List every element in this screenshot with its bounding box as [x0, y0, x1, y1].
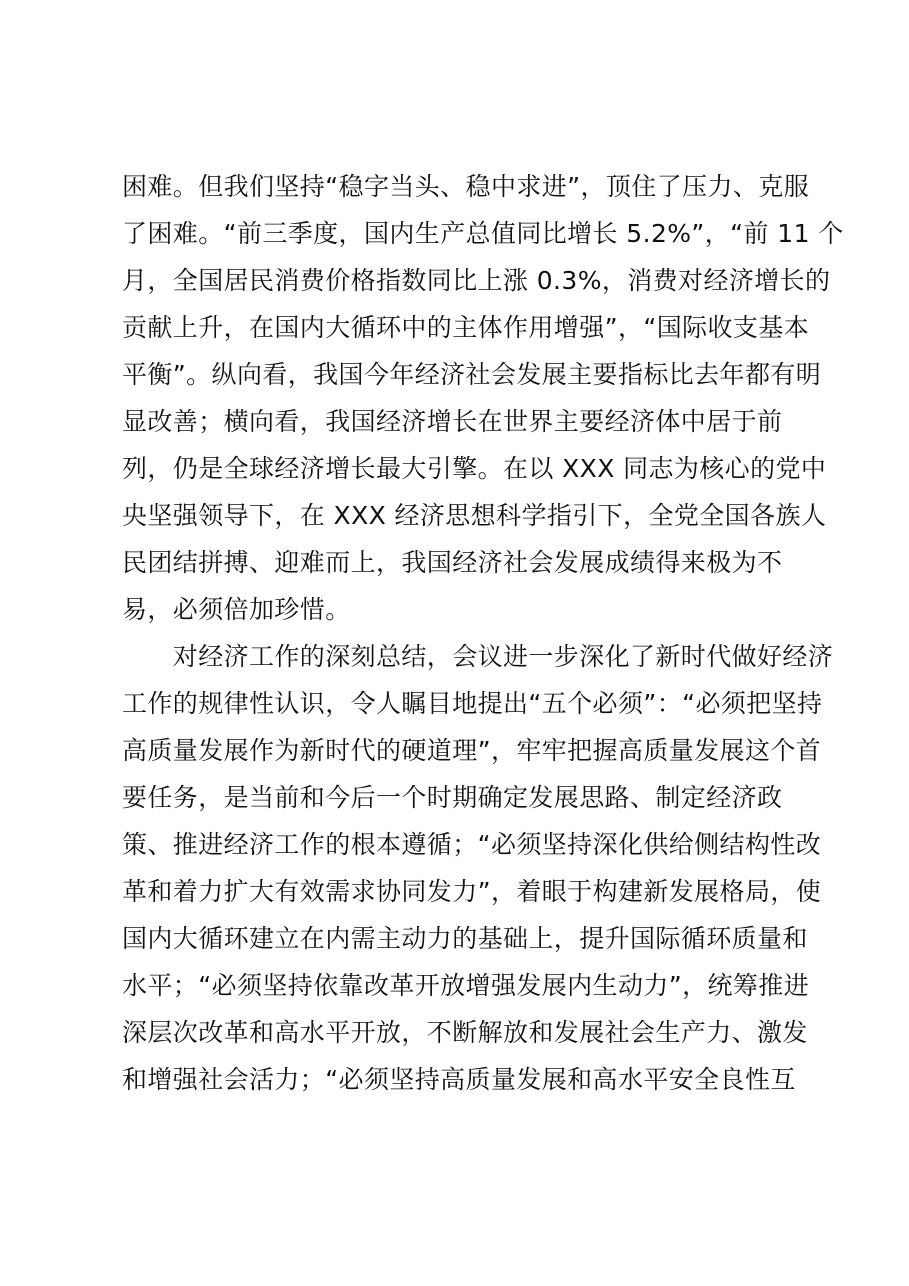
- text-line: 对经济工作的深刻总结，会议进一步深化了新时代做好经济: [122, 642, 834, 671]
- text-line: 易，必须倍加珍惜。: [122, 595, 351, 624]
- text-line: 和增强社会活力；“必须坚持高质量发展和高水平安全良性互: [122, 1065, 796, 1094]
- text-line: 平衡”。纵向看，我国今年经济社会发展主要指标比去年都有明: [122, 360, 822, 389]
- text-line: 困难。但我们坚持“稳字当头、稳中求进”，顶住了压力、克服: [122, 172, 810, 201]
- text-line: 贡献上升，在国内大循环中的主体作用增强”，“国际收支基本: [122, 313, 810, 342]
- text-line: 国内大循环建立在内需主动力的基础上，提升国际循环质量和: [122, 924, 808, 953]
- text-line: 革和着力扩大有效需求协同发力”，着眼于构建新发展格局，使: [122, 877, 822, 906]
- body-text: [122, 163, 844, 1103]
- text-line: 列，仍是全球经济增长最大引擎。在以 XXX 同志为核心的党中: [122, 454, 827, 483]
- text-line: 高质量发展作为新时代的硬道理”，牢牢把握高质量发展这个首: [122, 736, 822, 765]
- text-line: 策、推进经济工作的根本遵循；“必须坚持深化供给侧结构性改: [122, 830, 822, 859]
- text-line: 了困难。“前三季度，国内生产总值同比增长 5.2%”，“前 11 个: [122, 219, 844, 248]
- text-line: 工作的规律性认识，令人瞩目地提出“五个必须”：“必须把坚持: [122, 689, 823, 718]
- text-line: 民团结拼搏、迎难而上，我国经济社会发展成绩得来极为不: [122, 548, 783, 577]
- text-line: 要任务，是当前和今后一个时期确定发展思路、制定经济政: [122, 783, 783, 812]
- text-line: 显改善；横向看，我国经济增长在世界主要经济体中居于前: [122, 407, 783, 436]
- text-line: 央坚强领导下，在 XXX 经济思想科学指引下，全党全国各族人: [122, 501, 827, 530]
- text-line: 深层次改革和高水平开放，不断解放和发展社会生产力、激发: [122, 1018, 808, 1047]
- text-line: 水平；“必须坚持依靠改革开放增强发展内生动力”，统筹推进: [122, 971, 810, 1000]
- text-line: 月，全国居民消费价格指数同比上涨 0.3%，消费对经济增长的: [122, 266, 831, 295]
